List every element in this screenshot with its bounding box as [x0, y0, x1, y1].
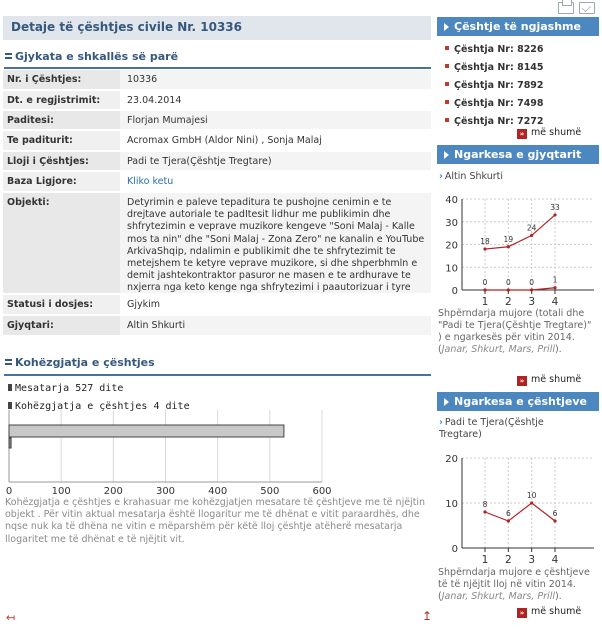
- tick-label: 400: [208, 486, 228, 495]
- legal-basis-link[interactable]: Kliko ketu: [127, 176, 174, 187]
- series-line: [485, 503, 555, 521]
- detail-value: Florjan Mumajesi: [127, 115, 208, 126]
- detail-value: 10336: [127, 74, 158, 85]
- tick-label: 20: [445, 240, 458, 252]
- detail-value: 23.04.2014: [127, 95, 182, 106]
- detail-row: [3, 152, 431, 171]
- tick-label: 10: [445, 263, 458, 275]
- data-label: 6: [552, 509, 558, 518]
- judge-name-label: Altin Shkurti: [444, 171, 504, 182]
- mail-icon[interactable]: [579, 2, 595, 14]
- judge-load-note: [438, 308, 598, 356]
- detail-value: Acromax GmbH (Aldor Nini) , Sonja Malaj: [127, 135, 322, 146]
- section-title-text: Gjykata e shkallës së parë: [15, 50, 179, 63]
- more-icon: »: [517, 376, 527, 386]
- toolbar: [558, 2, 595, 14]
- judge-load-chart: [437, 187, 599, 307]
- chevron-right-icon: ›: [439, 171, 443, 182]
- more-label: më shumë: [531, 374, 582, 385]
- judge-name[interactable]: [439, 171, 503, 183]
- tick-label: 2: [504, 296, 512, 307]
- series-line: [485, 215, 555, 249]
- data-point: [553, 213, 556, 216]
- section-divider: [4, 67, 431, 69]
- bullet-icon: [445, 100, 449, 104]
- tick-label: 1: [481, 554, 489, 566]
- data-point: [553, 286, 556, 289]
- data-point: [530, 288, 533, 291]
- related-case-label: Çështja Nr: 7272: [454, 116, 544, 127]
- tick-label: 500: [260, 486, 280, 495]
- related-case-label: Çështja Nr: 8226: [454, 44, 544, 55]
- tick-label: 0: [451, 544, 458, 555]
- detail-label: Objekti:: [3, 193, 120, 293]
- related-case-label: Çështja Nr: 8145: [454, 62, 544, 73]
- bullet-icon: [445, 82, 449, 86]
- data-label: 0: [505, 278, 511, 287]
- more-label: më shumë: [531, 606, 582, 617]
- tick-label: 10: [445, 499, 458, 510]
- data-point: [483, 288, 486, 291]
- data-point: [507, 288, 510, 291]
- list-icon: [5, 53, 12, 59]
- note-months: Janar, Shkurt, Mars, Prill: [441, 344, 555, 355]
- case-load-note: [438, 567, 598, 603]
- detail-row: [3, 91, 431, 110]
- detail-label: Gjyqtari:: [3, 316, 120, 335]
- detail-label: Te paditurit:: [3, 131, 120, 150]
- note-text: Shpërndarja mujore e çështjeve të të njëjtit lloj në vitin 2014. (: [438, 567, 590, 602]
- detail-value: Altin Shkurti: [127, 320, 186, 331]
- bullet-icon: [445, 118, 449, 122]
- section-title-text: Kohëzgjatja e çështjes: [15, 356, 155, 369]
- note-end: ).: [554, 344, 562, 355]
- legend-case-label: Kohëzgjatja e çështjes 4 dite: [15, 401, 190, 412]
- data-label: 6: [505, 509, 511, 518]
- note-months: Janar, Shkurt, Mars, Prill: [441, 591, 555, 602]
- detail-row: [3, 316, 431, 336]
- case-load-header: [437, 392, 599, 411]
- case-load-title: Ngarkesa e çështjeve: [454, 395, 587, 408]
- data-point: [553, 519, 556, 522]
- tick-label: 0: [451, 286, 458, 297]
- chevron-right-icon: ›: [439, 417, 443, 428]
- related-cases-header: [437, 17, 599, 36]
- detail-label: Lloji i Çështjes:: [3, 152, 120, 170]
- data-label: 18: [480, 237, 490, 247]
- data-label: 8: [482, 500, 488, 509]
- bar: [9, 438, 11, 448]
- data-label: 19: [503, 234, 514, 244]
- more-label: më shumë: [531, 127, 582, 138]
- detail-label: Nr. i Çështjes:: [3, 70, 120, 89]
- note-text: Shpërndarja mujore (totali dhe "Padi te Tjera(Çështje Tregtare)" ) e ngarkesës për vitin 2014. (: [438, 308, 592, 355]
- tick-label: 20: [445, 454, 458, 465]
- detail-value: Padi te Tjera(Çështje Tregtare): [127, 156, 272, 167]
- case-load-chart: [437, 448, 599, 566]
- more-icon: »: [517, 608, 527, 618]
- detail-row: [3, 111, 431, 130]
- tick-label: 0: [5, 486, 13, 495]
- judge-load-header: [437, 145, 599, 164]
- bar: [9, 425, 284, 437]
- tick-label: 4: [551, 296, 559, 307]
- tick-label: 200: [103, 486, 123, 495]
- judge-more-link[interactable]: [517, 374, 581, 386]
- tick-label: 1: [481, 296, 489, 307]
- triangle-icon: [444, 151, 449, 159]
- detail-label: Dt. e regjistrimit:: [3, 91, 120, 109]
- section-title-duration: [4, 356, 155, 369]
- detail-row: [3, 131, 431, 151]
- detail-row: [3, 70, 431, 90]
- data-label: 10: [526, 491, 537, 500]
- related-case-link[interactable]: [445, 80, 544, 91]
- tick-label: 100: [51, 486, 71, 495]
- detail-row: [3, 295, 431, 315]
- tick-label: 4: [551, 554, 559, 566]
- related-case-label: Çështja Nr: 7892: [454, 80, 544, 91]
- related-more-link[interactable]: [517, 127, 581, 139]
- detail-label: Statusi i dosjes:: [3, 295, 120, 314]
- print-icon[interactable]: [558, 2, 574, 14]
- list-icon: [5, 359, 12, 365]
- section-title-first-instance: [4, 50, 178, 63]
- data-label: 24: [526, 223, 537, 233]
- duration-chart: [0, 380, 432, 495]
- detail-value: [120, 172, 431, 191]
- data-label: 33: [550, 202, 560, 212]
- detail-value: Gjykim: [127, 299, 161, 310]
- case-type-label: Padi te Tjera(Çështje Tregtare): [439, 417, 544, 440]
- tick-label: 600: [312, 486, 332, 495]
- duration-note: Kohëzgjatja e çështjes e krahasuar me kohëzgjatjen mesatare të çështjeve me të njëjtin objekt . Për vitin aktual mesatarja është llogaritur me të dhënat e vitit paraardhës, dhe nqse nuk ka të dhëna ne vitin e mëparshëm për këtë lloj çështje atëherë mesatarja llogaritet me të dhënat e të njëjtit vit.: [5, 497, 426, 545]
- data-point: [507, 519, 510, 522]
- detail-label: Paditesi:: [3, 111, 120, 129]
- data-point: [483, 247, 486, 250]
- data-label: 0: [529, 278, 535, 287]
- data-point: [507, 245, 510, 248]
- detail-row: [3, 172, 431, 192]
- case-type[interactable]: [439, 417, 589, 441]
- triangle-icon: [444, 23, 449, 31]
- related-cases-title: Çështje të ngjashme: [454, 20, 581, 33]
- data-point: [530, 234, 533, 237]
- more-icon: »: [517, 129, 527, 139]
- page-title: Detaje të çështjes civile Nr. 10336: [3, 16, 431, 40]
- bullet-icon: [445, 46, 449, 50]
- tick-label: 300: [155, 486, 176, 495]
- judge-load-title: Ngarkesa e gjyqtarit: [454, 148, 582, 161]
- tick-label: 3: [528, 554, 536, 566]
- data-label: 0: [482, 278, 488, 287]
- tick-label: 40: [445, 195, 458, 206]
- data-label: 1: [552, 275, 558, 285]
- related-case-link[interactable]: [445, 98, 544, 109]
- related-case-link[interactable]: [445, 44, 544, 55]
- related-case-link[interactable]: [445, 116, 544, 127]
- detail-value: Detyrimin e paleve tepaditura te pushojne cenimin e te drejtave autoriale te padItesit lidhur me publikimin dhe shfrytezimin e veprave muzikore kengeve "Soni Malaj - Kalle mos ta nin" dhe "Soni Malaj - Zona Zero" ne kanalin e YouTube ArkivaShqip, ndalimin e publikimit dhe te shfrytezimit te metejshem te ketyre veprave muzikore, si dhe shperbhmln e demit jashtekontraktor pasuror ne masen e te ardhurave te nxjerra nga keto kenge nga shfrytezimi i paautorizuar i tyre: [127, 197, 425, 294]
- related-case-link[interactable]: [445, 62, 544, 73]
- data-point: [530, 501, 533, 504]
- data-point: [483, 510, 486, 513]
- related-case-label: Çështja Nr: 7498: [454, 98, 544, 109]
- bullet-icon: [445, 64, 449, 68]
- top-arrow-icon[interactable]: ↥: [422, 609, 433, 623]
- detail-row: [3, 193, 431, 294]
- triangle-icon: [444, 398, 449, 406]
- detail-label: Baza Ligjore:: [3, 172, 120, 191]
- legend-average-label: Mesatarja 527 dite: [15, 383, 124, 394]
- tick-label: 3: [528, 296, 536, 307]
- case-more-link[interactable]: [517, 606, 581, 618]
- section-divider: [4, 374, 431, 376]
- back-arrow-icon[interactable]: ↤: [6, 611, 16, 624]
- tick-label: 2: [504, 554, 512, 566]
- note-end: ).: [554, 591, 562, 602]
- tick-label: 30: [445, 217, 458, 229]
